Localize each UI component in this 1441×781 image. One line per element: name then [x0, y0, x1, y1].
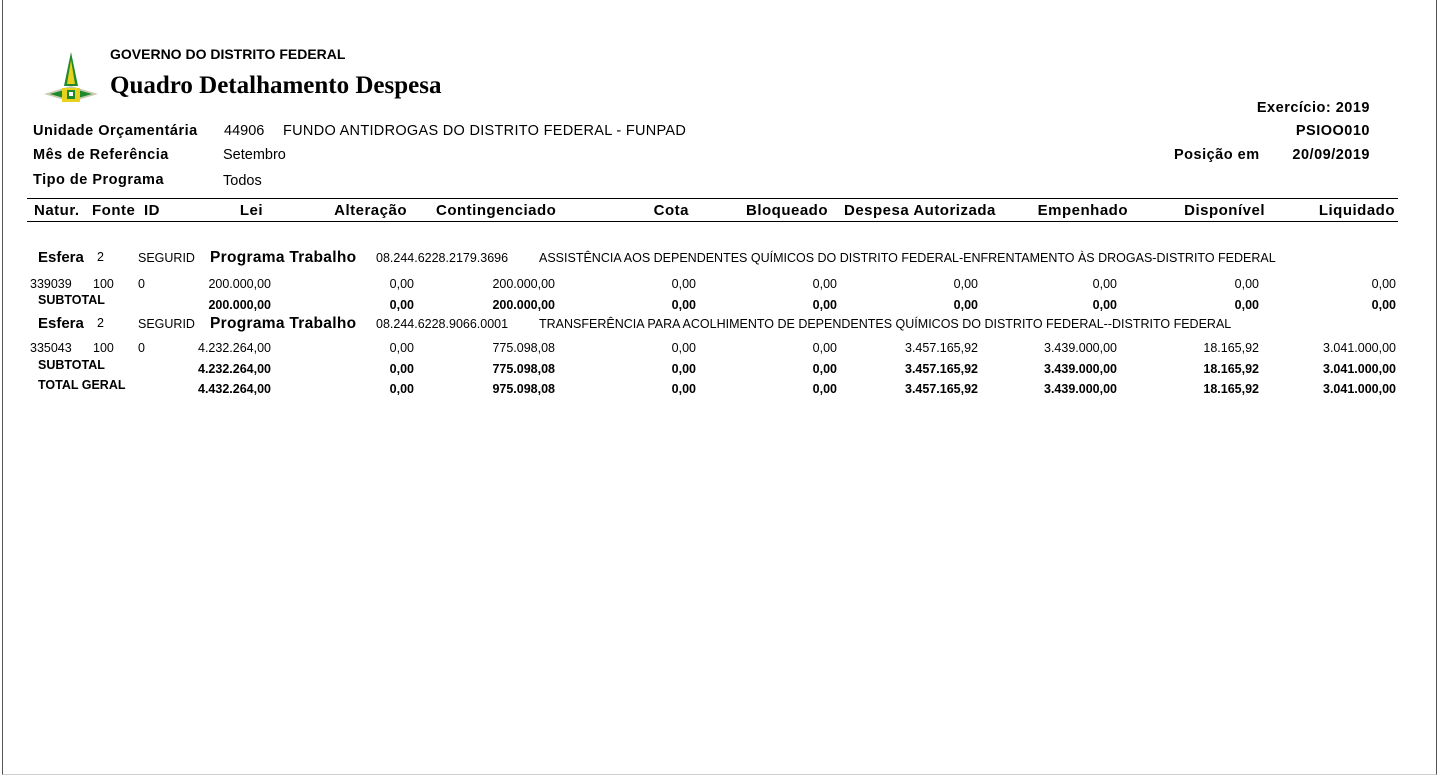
- row-bloqueado: 0,00: [812, 277, 837, 291]
- position-date: 20/09/2019: [1292, 147, 1370, 163]
- programa-desc: ASSISTÊNCIA AOS DEPENDENTES QUÍMICOS DO DISTRITO FEDERAL-ENFRENTAMENTO ÀS DROGAS-DISTRITO FEDERAL: [539, 251, 1276, 265]
- month-label: Mês de Referência: [33, 147, 169, 163]
- row-liquidado: 3.041.000,00: [1323, 341, 1396, 355]
- col-liquidado: Liquidado: [1318, 202, 1395, 219]
- row-alteracao: 0,00: [389, 341, 414, 355]
- row-bloqueado: 0,00: [812, 341, 837, 355]
- total-contingenciado: 975.098,08: [492, 382, 555, 396]
- subtotal-despesa-autorizada: 3.457.165,92: [905, 362, 978, 376]
- row-natur: 339039: [30, 277, 72, 291]
- programa-code: 08.244.6228.9066.0001: [376, 317, 509, 331]
- exercise-year: Exercício: 2019: [1256, 100, 1370, 116]
- total-liquidado: 3.041.000,00: [1323, 382, 1396, 396]
- col-alteracao: Alteração: [334, 202, 407, 219]
- row-despesa-autorizada: 0,00: [953, 277, 978, 291]
- row-disponivel: 18.165,92: [1203, 341, 1259, 355]
- row-fonte: 100: [93, 341, 114, 355]
- row-lei: 4.232.264,00: [198, 341, 271, 355]
- position-label: Posição em: [1174, 147, 1260, 163]
- esfera-name: SEGURID: [138, 251, 195, 265]
- col-contingenciado: Contingenciado: [436, 202, 557, 219]
- program-type-value: Todos: [223, 173, 262, 189]
- row-despesa-autorizada: 3.457.165,92: [905, 341, 978, 355]
- row-alteracao: 0,00: [389, 277, 414, 291]
- row-empenhado: 3.439.000,00: [1044, 341, 1117, 355]
- row-fonte: 100: [93, 277, 114, 291]
- subtotal-label: SUBTOTAL: [38, 358, 105, 372]
- report-code: PSIOO010: [1295, 123, 1370, 139]
- subtotal-bloqueado: 0,00: [812, 362, 837, 376]
- subtotal-alteracao: 0,00: [389, 298, 414, 312]
- col-natur: Natur.: [34, 202, 80, 219]
- report-title: Quadro Detalhamento Despesa: [110, 72, 442, 99]
- subtotal-liquidado: 0,00: [1371, 298, 1396, 312]
- programa-label: Programa Trabalho: [210, 315, 357, 332]
- total-bloqueado: 0,00: [812, 382, 837, 396]
- unit-label: Unidade Orçamentária: [33, 123, 198, 139]
- subtotal-cota: 0,00: [671, 298, 696, 312]
- subtotal-lei: 200.000,00: [208, 298, 271, 312]
- subtotal-alteracao: 0,00: [389, 362, 414, 376]
- programa-label: Programa Trabalho: [210, 249, 357, 266]
- row-cota: 0,00: [671, 341, 696, 355]
- total-cota: 0,00: [671, 382, 696, 396]
- subtotal-disponivel: 0,00: [1234, 298, 1259, 312]
- col-lei: Lei: [239, 202, 263, 219]
- row-id: 0: [138, 341, 145, 355]
- row-natur: 335043: [30, 341, 72, 355]
- subtotal-label: SUBTOTAL: [38, 293, 105, 307]
- row-disponivel: 0,00: [1234, 277, 1259, 291]
- col-cota: Cota: [653, 202, 689, 219]
- esfera-value: 2: [97, 316, 104, 330]
- subtotal-contingenciado: 200.000,00: [492, 298, 555, 312]
- row-liquidado: 0,00: [1371, 277, 1396, 291]
- program-type-label: Tipo de Programa: [33, 172, 165, 188]
- col-id: ID: [144, 202, 160, 219]
- subtotal-disponivel: 18.165,92: [1203, 362, 1259, 376]
- total-disponivel: 18.165,92: [1203, 382, 1259, 396]
- total-label: TOTAL GERAL: [38, 378, 126, 392]
- subtotal-cota: 0,00: [671, 362, 696, 376]
- subtotal-lei: 4.232.264,00: [198, 362, 271, 376]
- subtotal-bloqueado: 0,00: [812, 298, 837, 312]
- subtotal-contingenciado: 775.098,08: [492, 362, 555, 376]
- row-cota: 0,00: [671, 277, 696, 291]
- col-fonte: Fonte: [92, 202, 136, 219]
- month-value: Setembro: [223, 147, 286, 163]
- subtotal-empenhado: 0,00: [1092, 298, 1117, 312]
- unit-name: FUNDO ANTIDROGAS DO DISTRITO FEDERAL - FUNPAD: [283, 123, 687, 139]
- header-rule-bottom: [27, 221, 1398, 222]
- subtotal-despesa-autorizada: 0,00: [953, 298, 978, 312]
- programa-code: 08.244.6228.2179.3696: [376, 251, 509, 265]
- esfera-value: 2: [97, 250, 104, 264]
- gdf-emblem-icon: [42, 50, 100, 106]
- row-lei: 200.000,00: [208, 277, 271, 291]
- col-despesa-autorizada: Despesa Autorizada: [844, 202, 996, 219]
- esfera-label: Esfera: [38, 315, 84, 332]
- subtotal-empenhado: 3.439.000,00: [1044, 362, 1117, 376]
- col-disponivel: Disponível: [1184, 202, 1265, 219]
- total-lei: 4.432.264,00: [198, 382, 271, 396]
- esfera-label: Esfera: [38, 249, 84, 266]
- total-despesa-autorizada: 3.457.165,92: [905, 382, 978, 396]
- unit-code: 44906: [224, 123, 265, 139]
- col-empenhado: Empenhado: [1037, 202, 1128, 219]
- row-contingenciado: 775.098,08: [492, 341, 555, 355]
- row-empenhado: 0,00: [1092, 277, 1117, 291]
- subtotal-liquidado: 3.041.000,00: [1323, 362, 1396, 376]
- programa-desc: TRANSFERÊNCIA PARA ACOLHIMENTO DE DEPENDENTES QUÍMICOS DO DISTRITO FEDERAL--DISTRITO FEDERAL: [539, 317, 1232, 331]
- esfera-name: SEGURID: [138, 317, 195, 331]
- total-empenhado: 3.439.000,00: [1044, 382, 1117, 396]
- header-rule-top: [27, 198, 1398, 199]
- col-bloqueado: Bloqueado: [746, 202, 828, 219]
- row-contingenciado: 200.000,00: [492, 277, 555, 291]
- government-name: GOVERNO DO DISTRITO FEDERAL: [110, 46, 346, 62]
- row-id: 0: [138, 277, 145, 291]
- total-alteracao: 0,00: [389, 382, 414, 396]
